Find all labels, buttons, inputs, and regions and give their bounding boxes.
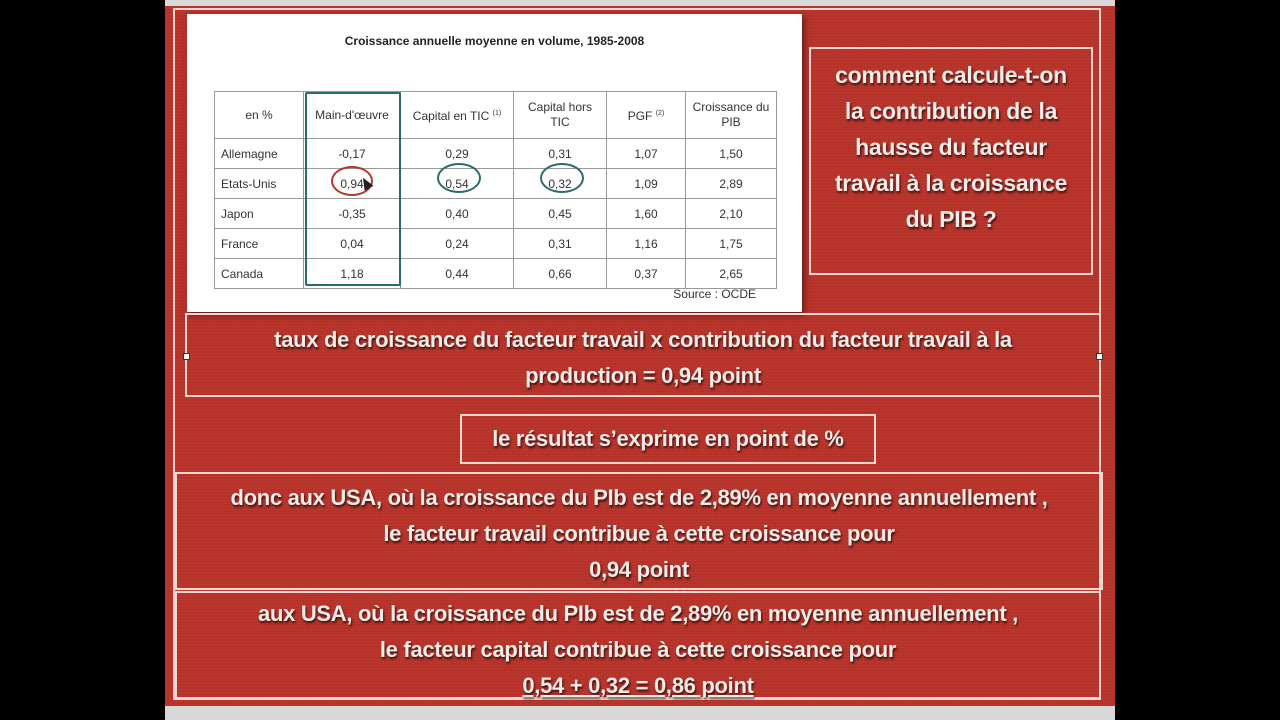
row-country: Canada	[215, 259, 304, 289]
cell-pgf: 1,60	[607, 199, 686, 229]
capital-contribution-box	[175, 591, 1101, 699]
cell-capital-tic: 0,44	[401, 259, 514, 289]
bottom-bar	[165, 706, 1115, 720]
cell-capital-non-tic: 0,31	[514, 229, 607, 259]
labor-text: donc aux USA, où la croissance du PIb est de 2,89% en moyenne annuellement , le facteur travail contribue à cette croissance pour 0,94 point	[230, 485, 1048, 582]
table-row	[215, 139, 777, 169]
formula-box	[185, 313, 1101, 397]
row-country: Japon	[215, 199, 304, 229]
growth-table	[214, 91, 777, 289]
cell-pgf: 1,16	[607, 229, 686, 259]
cell-capital-non-tic: 0,66	[514, 259, 607, 289]
teal-circle-annotation-tic	[437, 163, 481, 193]
header-unit: en %	[215, 92, 304, 139]
unit-box	[460, 414, 876, 464]
cell-pgf: 1,07	[607, 139, 686, 169]
cell-pgf: 1,09	[607, 169, 686, 199]
question-box	[809, 47, 1093, 275]
cell-capital-tic: 0,29	[401, 139, 514, 169]
row-country: France	[215, 229, 304, 259]
cell-labor: 0,94	[304, 169, 401, 199]
source-label: Source : OCDE	[673, 287, 756, 301]
teal-circle-annotation-non-tic	[540, 163, 584, 193]
slide	[165, 0, 1115, 720]
cell-gdp: 2,10	[686, 199, 777, 229]
row-country: Etats-Unis	[215, 169, 304, 199]
cell-labor: -0,17	[304, 139, 401, 169]
cell-labor: 0,04	[304, 229, 401, 259]
formula-text: taux de croissance du facteur travail x contribution du facteur travail à la production = 0,94 point	[274, 327, 1012, 388]
cell-labor: 1,18	[304, 259, 401, 289]
row-country: Allemagne	[215, 139, 304, 169]
cell-gdp: 1,50	[686, 139, 777, 169]
cell-gdp: 1,75	[686, 229, 777, 259]
table-header-row	[215, 92, 777, 139]
header-gdp-growth: Croissance du PIB	[686, 92, 777, 139]
cell-capital-non-tic: 0,31	[514, 139, 607, 169]
cell-capital-tic: 0,54	[401, 169, 514, 199]
table-row	[215, 229, 777, 259]
table-row	[215, 199, 777, 229]
resize-handle-right[interactable]	[1096, 353, 1103, 360]
note-2: (2)	[655, 110, 665, 117]
header-capital-non-tic: Capital hors TIC	[514, 92, 607, 139]
table-row	[215, 169, 777, 199]
cell-capital-non-tic: 0,45	[514, 199, 607, 229]
table-row	[215, 259, 777, 289]
header-capital-tic: Capital en TIC $^{(1)}$	[401, 92, 514, 139]
capital-text: aux USA, où la croissance du PIb est de 2,89% en moyenne annuellement , le facteur capital contribue à cette croissance pour 0,54 + 0,32 = 0,86 point	[258, 601, 1018, 698]
cell-gdp: 2,65	[686, 259, 777, 289]
header-labor: Main-d'œuvre	[304, 92, 401, 139]
data-table-document	[187, 14, 802, 312]
cell-gdp: 2,89	[686, 169, 777, 199]
question-text: comment calcule-t-on la contribution de la hausse du facteur travail à la croissance du PIB ?	[834, 62, 1068, 232]
header-pgf: PGF $^{(2)}$	[607, 92, 686, 139]
cell-labor: -0,35	[304, 199, 401, 229]
top-bar	[165, 0, 1115, 6]
cell-capital-non-tic: 0,32	[514, 169, 607, 199]
cell-pgf: 0,37	[607, 259, 686, 289]
note-1: (1)	[492, 110, 502, 117]
table-title: Croissance annuelle moyenne en volume, 1985-2008	[344, 34, 645, 48]
cell-capital-tic: 0,24	[401, 229, 514, 259]
unit-text: le résultat s’exprime en point de %	[492, 426, 844, 451]
cell-capital-tic: 0,40	[401, 199, 514, 229]
resize-handle-left[interactable]	[183, 353, 190, 360]
labor-contribution-box	[175, 472, 1103, 590]
